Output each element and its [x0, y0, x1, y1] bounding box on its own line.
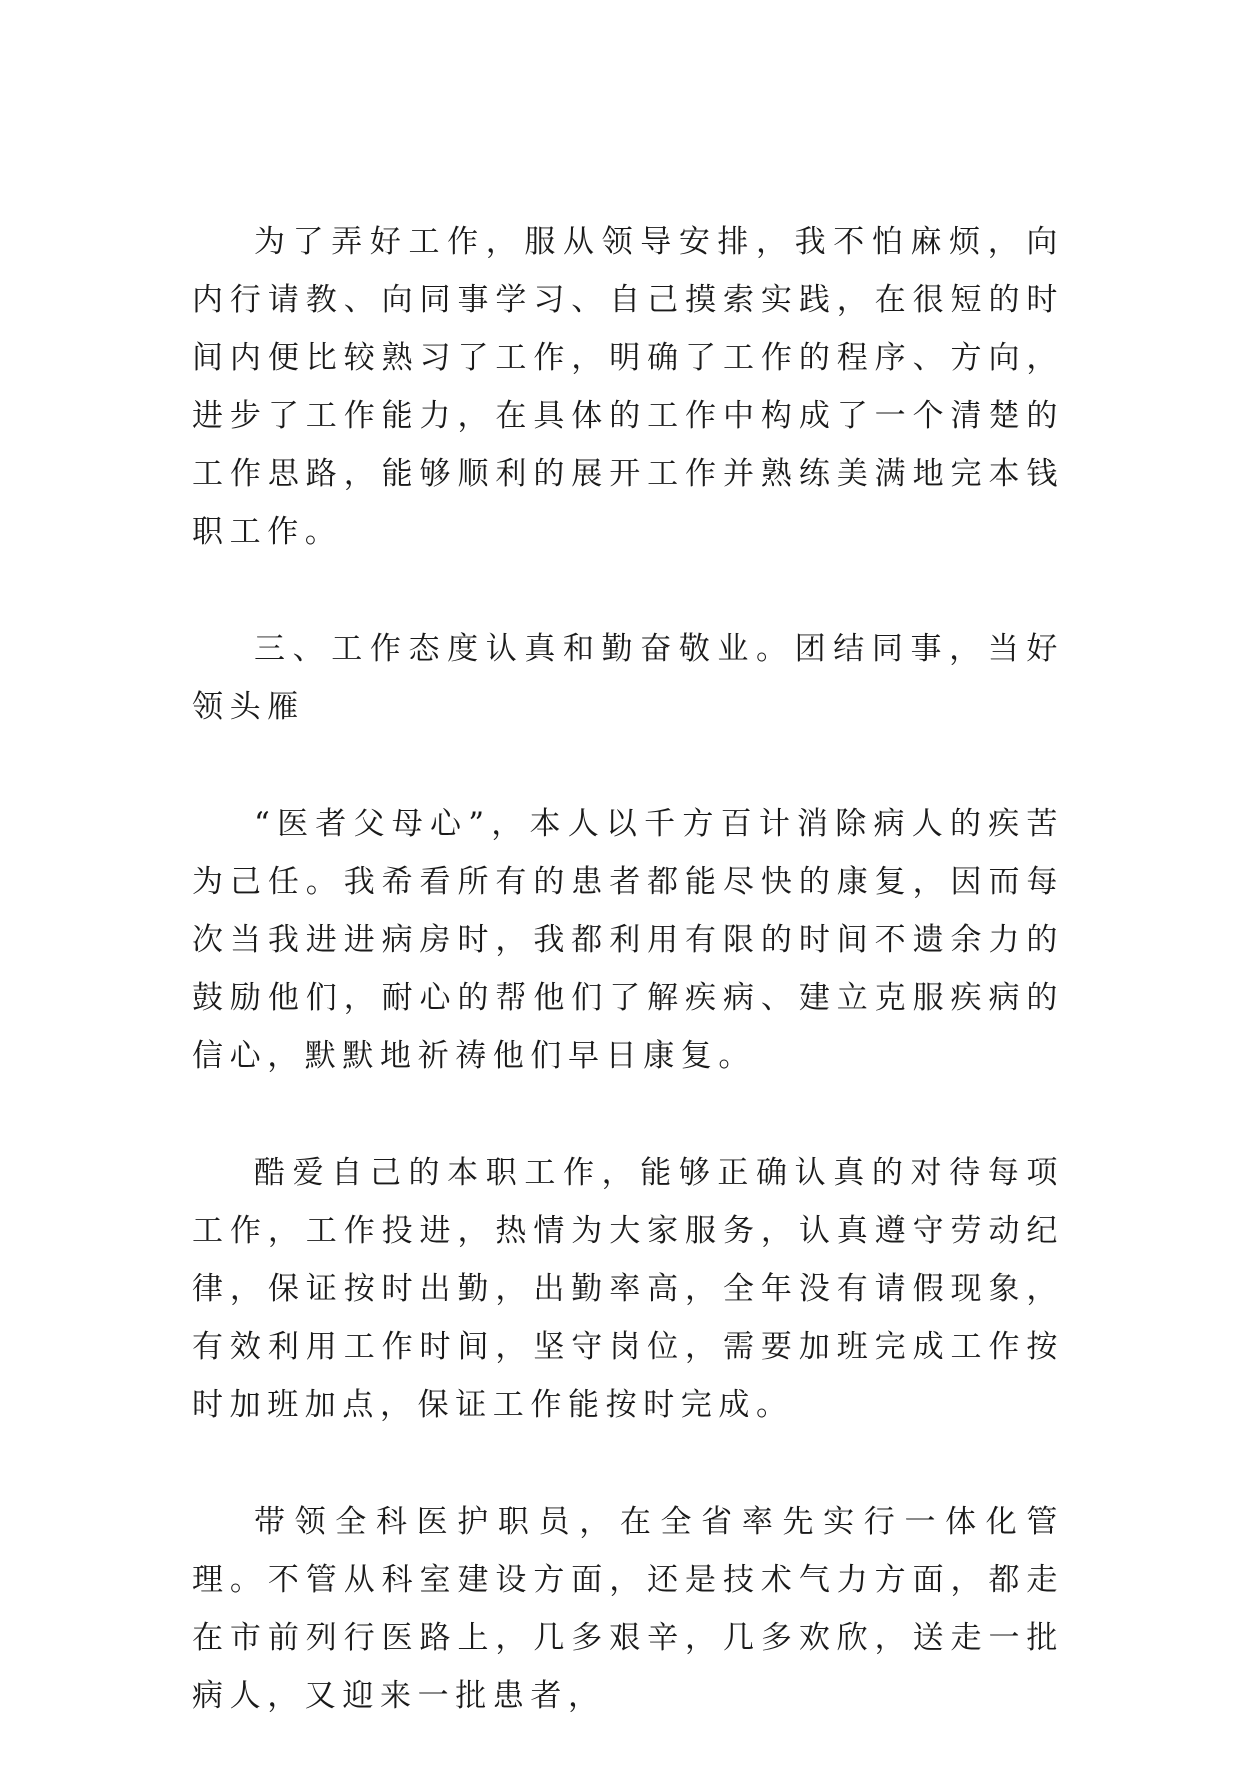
- paragraph-work-learning: 为了弄好工作，服从领导安排，我不怕麻烦，向内行请教、向同事学习、自己摸索实践，在很短的时间内便比较熟习了工作，明确了工作的程序、方向，进步了工作能力，在具体的工作中构成了一个清楚的工作思路，能够顺利的展开工作并熟练美满地完本钱职工作。: [192, 224, 1064, 550]
- paragraph-dedication: 酷爱自己的本职工作，能够正确认真的对待每项工作，工作投进，热情为大家服务，认真遵守劳动纪律，保证按时出勤，出勤率高，全年没有请假现象，有效利用工作时间，坚守岗位，需要加班完成工作按时加班加点，保证工作能按时完成。: [192, 1155, 1064, 1423]
- section-heading-work-attitude: 三、工作态度认真和勤奋敬业。团结同事，当好领头雁: [192, 631, 1064, 725]
- document-body: [192, 213, 1064, 1784]
- paragraph-team-leadership: 带领全科医护职员，在全省率先实行一体化管理。不管从科室建设方面，还是技术气力方面，都走在市前列行医路上，几多艰辛，几多欢欣，送走一批病人，又迎来一批患者，: [192, 1504, 1064, 1714]
- paragraph-patient-care: “医者父母心”，本人以千方百计消除病人的疾苦为己任。我希看所有的患者都能尽快的康复，因而每次当我进进病房时，我都利用有限的时间不遗余力的鼓励他们，耐心的帮他们了解疾病、建立克服疾病的信心，默默地祈祷他们早日康复。: [192, 806, 1064, 1074]
